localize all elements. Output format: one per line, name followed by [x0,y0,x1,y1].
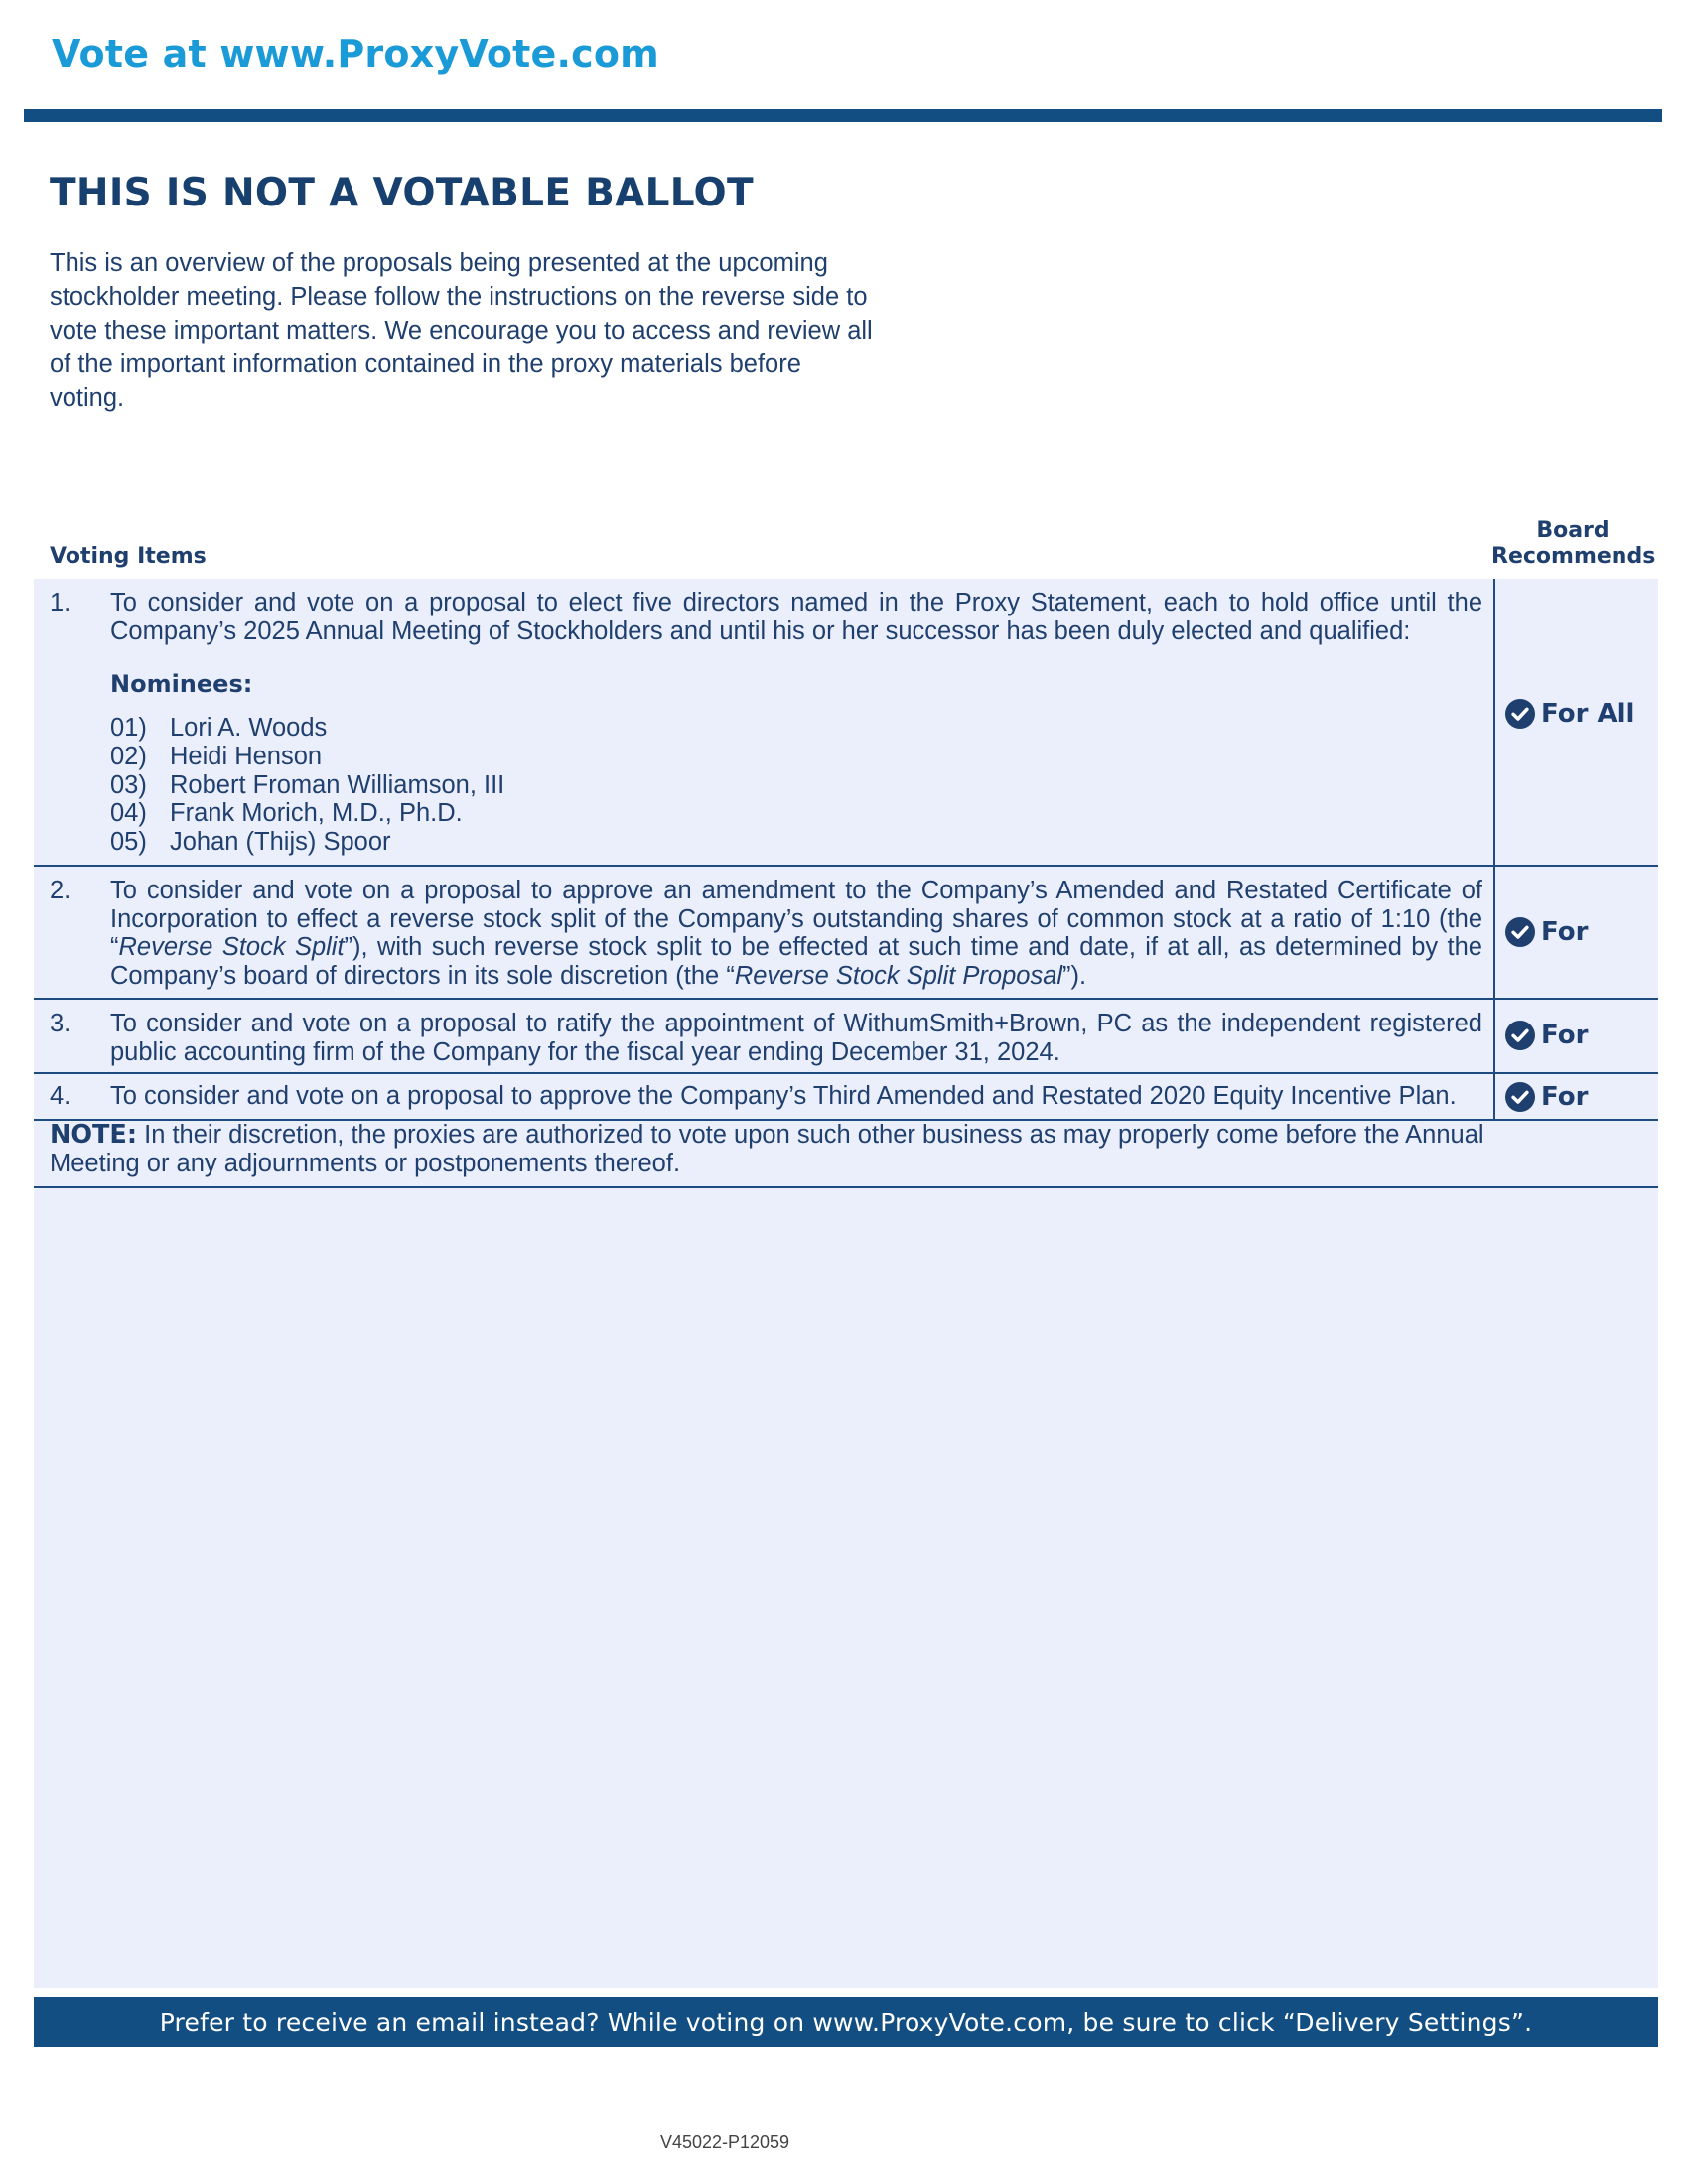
board-recommendation [1499,1079,1658,1115]
nominee-number: 05) [110,828,147,857]
board-recommendation [1499,696,1658,732]
check-circle-icon [1505,1082,1535,1112]
voting-items-header: Voting Items [50,544,207,569]
check-circle-icon [1505,699,1535,729]
document-code: V45022-P12059 [659,2132,790,2152]
voting-item-1 [34,579,1658,867]
voting-item-2 [34,867,1658,1000]
recommendation-label: For [1541,917,1589,947]
voting-item-2-body [34,867,1495,998]
item-description: To consider and vote on a proposal to ratify the appointment of WithumSmith+Brown, PC as the independent registered public accounting firm of the Company for the fiscal year ending December 31, 2024. [110,1010,1482,1066]
recommendation-label: For [1541,1082,1589,1112]
item-description: To consider and vote on a proposal to approve an amendment to the Company’s Amended and Restated Certificate of Incorporation to effect a reverse stock split of the Company’s outstanding shares of common stock at a ratio of 1:10 (the “Reverse Stock Split”), with such reverse stock split to be effected at such time and date, if at all, as determined by the Company’s board of directors in its sole discretion (the “Reverse Stock Split Proposal”). [110,877,1482,990]
nominee-number: 02) [110,742,147,770]
note-body: In their discretion, the proxies are authorized to vote upon such other business as may properly come before the Annual Meeting or any adjournments or postponements thereof. [50,1121,1484,1177]
board-recommends-line2: Recommends [1491,544,1656,569]
nominee-item [110,743,504,771]
check-circle-icon [1505,917,1535,947]
voting-item-3 [34,1000,1658,1074]
board-recommendation [1499,914,1658,950]
nominee-number: 03) [110,770,147,799]
board-recommends-header [1491,518,1654,570]
nominee-number: 04) [110,799,147,828]
note-row [34,1113,1658,1188]
email-delivery-banner [34,1997,1658,2047]
nominee-item [110,771,504,800]
item-description: To consider and vote on a proposal to approve the Company’s Third Amended and Restated 2020 Equity Incentive Plan. [110,1082,1457,1110]
banner-text: Prefer to receive an email instead? While voting on www.ProxyVote.com, be sure to click “Delivery Settings”. [159,2007,1533,2037]
proxyvote-header-link[interactable]: Vote at www.ProxyVote.com [52,32,659,75]
intro-paragraph: This is an overview of the proposals being presented at the upcoming stockholder meeting. Please follow the instructions on the reverse side to vote these important matters. We encourage you to access and review all of the important information contained in the proxy materials before voting. [50,249,873,412]
check-circle-icon [1505,1021,1535,1050]
voting-item-3-body [34,1000,1495,1072]
nominee-number: 01) [110,714,147,742]
recommendation-label: For All [1541,699,1635,729]
nominee-name: Heidi Henson [170,742,323,770]
note-text [50,1121,1499,1177]
voting-item-1-body [34,579,1495,865]
item-description: To consider and vote on a proposal to elect five directors named in the Proxy Statement, each to hold office until the Company’s 2025 Annual Meeting of Stockholders and until his or her successor has been duly elected and qualified: [110,589,1482,645]
nominee-item [110,828,504,857]
board-recommends-line1: Board [1536,518,1610,543]
header-divider [24,109,1662,122]
page-title: THIS IS NOT A VOTABLE BALLOT [50,171,754,215]
nominee-name: Robert Froman Williamson, III [170,770,505,799]
nominee-name: Frank Morich, M.D., Ph.D. [170,799,463,828]
nominee-name: Johan (Thijs) Spoor [170,828,391,857]
nominee-name: Lori A. Woods [170,714,328,742]
nominee-item [110,799,504,828]
item-number: 2. [50,877,71,904]
note-label: NOTE: [50,1120,138,1150]
board-recommendation [1499,1018,1658,1053]
item-number: 3. [50,1010,71,1037]
nominee-list [110,714,504,857]
nominees-heading: Nominees: [110,670,253,698]
item-number: 4. [50,1082,71,1110]
recommendation-label: For [1541,1021,1589,1050]
item-number: 1. [50,589,71,616]
nominee-item [110,714,504,743]
